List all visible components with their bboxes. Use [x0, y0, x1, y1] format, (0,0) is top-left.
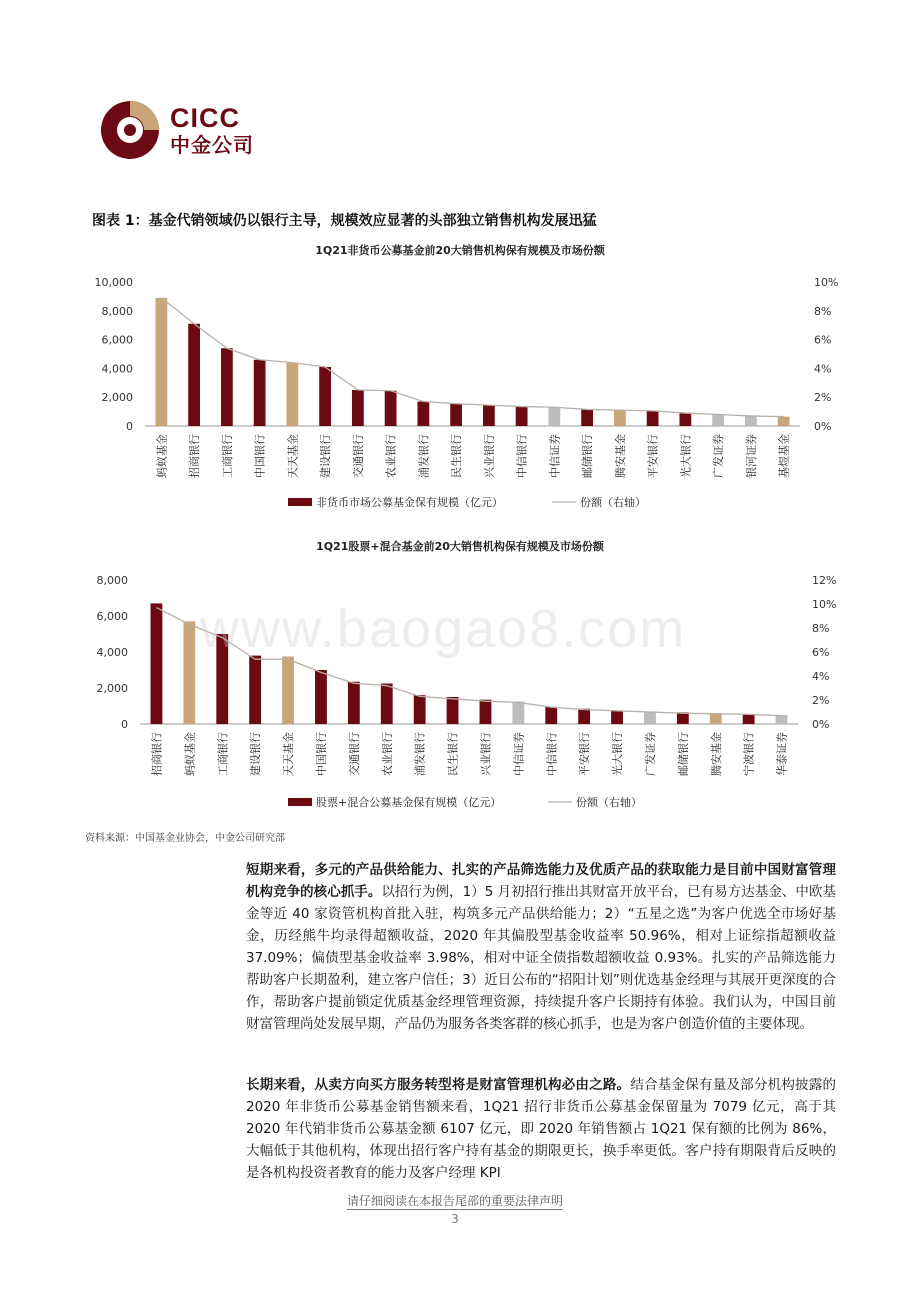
x-tick-label: 中国银行 — [314, 732, 328, 776]
y-left-tick-label: 2,000 — [101, 391, 133, 405]
x-tick-label: 浦发银行 — [417, 434, 431, 478]
x-tick-label: 民生银行 — [450, 434, 464, 478]
para1-lead: 短期来看，多元的产品供给能力、扎实的产品筛选能力及优质产品的获取能力是目前中国财富管理机构竞争的核心抓手。 — [246, 862, 836, 900]
x-tick-label: 邮储银行 — [581, 434, 595, 478]
x-tick-label: 蚂蚁基金 — [155, 434, 169, 478]
y-right-tick-label: 8% — [812, 622, 830, 635]
x-tick-label: 交通银行 — [351, 434, 365, 478]
chart-bar — [319, 367, 331, 426]
y-left-tick-label: 0 — [121, 718, 128, 731]
x-tick-label: 基煜基金 — [777, 434, 791, 478]
chart-bar — [447, 697, 459, 724]
chart-bar — [188, 324, 200, 426]
legal-notice-text: 请仔细阅读在本报告尾部的重要法律声明 — [346, 1194, 563, 1208]
legend-label-bar: 股票+混合公募基金保有规模（亿元） — [316, 796, 502, 809]
chart-bar — [614, 410, 626, 426]
y-left-tick-label: 10,000 — [94, 276, 133, 289]
y-left-tick-label: 8,000 — [101, 304, 133, 318]
x-tick-label: 平安银行 — [646, 434, 660, 478]
legend-label-bar: 非货币市场公募基金保有规模（亿元） — [316, 496, 503, 509]
chart-bar — [480, 700, 492, 724]
x-tick-label: 银河证券 — [744, 434, 758, 478]
chart-bar — [183, 621, 195, 724]
x-tick-label: 中国银行 — [253, 434, 267, 478]
chart-bar — [611, 711, 623, 725]
y-right-tick-label: 12% — [812, 574, 837, 587]
chart-bar — [249, 656, 261, 724]
body-paragraph-1 — [246, 859, 836, 1035]
legend-swatch-bar — [288, 798, 312, 806]
legend-label-line: 份额（右轴） — [576, 796, 642, 809]
chart-equity-mixed-fund — [0, 534, 920, 824]
para1-text: 以招行为例，1）5 月初招行推出其财富开放平台，已有易方达基金、中欧基金等近 40 家资管机构首批入驻，构筑多元产品供给能力；2）“五星之选”为客户优选全市场好基金，历经熊牛均录得超额收益，2020 年其偏股型基金收益率 50.96%，相对上证综指超额收益 37.09%；偏债型基金收益率 3.98%，相对中证全债指数超额收益 0.93%。扎实的产品筛选能力帮助客户长期盈利，建立客户信任；3）近日公布的“招阳计划”则优选基金经理与其展开更深度的合作，帮助客户提前锁定优质基金经理管理资源，持续提升客户长期持有体验。我们认为，中国目前财富管理尚处发展早期，产品仍为服务各类客群的核心抓手，也是为客户创造价值的主要体现。 — [246, 884, 837, 1032]
y-right-tick-label: 0% — [812, 718, 830, 731]
chart-bar — [778, 417, 790, 426]
legal-notice — [0, 1192, 910, 1209]
x-tick-label: 光大银行 — [679, 434, 693, 478]
y-right-tick-label: 2% — [812, 694, 830, 707]
x-tick-label: 工商银行 — [220, 434, 234, 478]
x-tick-label: 天天基金 — [282, 732, 296, 776]
x-tick-label: 招商银行 — [150, 732, 164, 776]
chart-bar — [745, 416, 757, 426]
legend-label-line: 份额（右轴） — [580, 496, 646, 509]
body-paragraph-2 — [246, 1074, 836, 1184]
chart-bar — [647, 411, 659, 426]
y-right-tick-label: 10% — [812, 598, 837, 611]
chart-bar — [282, 657, 294, 725]
chart-bar — [385, 391, 397, 426]
chart-bar — [512, 702, 524, 725]
y-left-tick-label: 8,000 — [96, 574, 128, 587]
chart-bar — [712, 414, 724, 426]
x-tick-label: 浦发银行 — [413, 732, 427, 776]
chart-title: 1Q21股票+混合基金前20大销售机构保有规模及市场份额 — [316, 540, 604, 553]
x-tick-label: 工商银行 — [216, 732, 230, 776]
page-number: 3 — [451, 1212, 459, 1226]
y-left-tick-label: 4,000 — [96, 646, 128, 659]
para2-lead: 长期来看，从卖方向买方服务转型将是财富管理机构必由之路。 — [246, 1077, 631, 1093]
chart-bar — [155, 298, 167, 426]
chart-bar — [450, 404, 462, 426]
cicc-logo-icon — [100, 100, 160, 160]
chart-bar — [417, 402, 429, 426]
x-tick-label: 中信银行 — [515, 434, 529, 478]
x-tick-label: 交通银行 — [347, 732, 361, 776]
chart-bar — [545, 707, 557, 724]
chart-bar — [381, 684, 393, 725]
x-tick-label: 蚂蚁基金 — [183, 732, 197, 776]
x-tick-label: 招商银行 — [188, 434, 202, 478]
y-right-tick-label: 4% — [814, 362, 832, 376]
x-tick-label: 天天基金 — [286, 434, 300, 478]
cicc-logo — [100, 100, 270, 162]
y-left-tick-label: 2,000 — [96, 682, 128, 695]
y-right-tick-label: 8% — [814, 304, 832, 318]
x-tick-label: 农业银行 — [380, 732, 394, 776]
chart-bar — [710, 713, 722, 724]
y-left-tick-label: 6,000 — [96, 610, 128, 623]
y-right-tick-label: 6% — [812, 646, 830, 659]
chart-bar — [286, 363, 298, 426]
y-right-tick-label: 10% — [814, 276, 839, 289]
x-tick-label: 宁波银行 — [742, 732, 756, 776]
chart-bar — [548, 407, 560, 426]
chart-bar — [516, 407, 528, 426]
x-tick-label: 平安银行 — [578, 732, 592, 776]
x-tick-label: 建设银行 — [319, 434, 333, 478]
chart-bar — [254, 360, 266, 426]
chart-bar — [483, 405, 495, 426]
chart-bar — [679, 413, 691, 426]
y-right-tick-label: 4% — [812, 670, 830, 683]
x-tick-label: 广发证券 — [643, 732, 657, 776]
x-tick-label: 光大银行 — [611, 732, 625, 776]
chart-bar — [348, 682, 360, 724]
x-tick-label: 民生银行 — [446, 732, 460, 776]
x-tick-label: 兴业银行 — [482, 434, 496, 478]
legend-swatch-bar — [288, 498, 312, 506]
chart-bar — [221, 348, 233, 426]
para2-text: 结合基金保有量及部分机构披露的 2020 年非货币公募基金销售额来看，1Q21 招行非货币公募基金保留量为 7079 亿元，高于其 2020 年代销非货币公募基金额 6107 亿元，即 2020 年销售额占 1Q21 保有额的比例为 86%，大幅低于其他机构，体现出招行客户持有基金的期限更长，换手率更低。客户持有期限背后反映的是各机构投资者教育的能力及客户经理 KPI — [246, 1077, 837, 1181]
chart-bar — [644, 711, 656, 724]
x-tick-label: 华泰证券 — [775, 732, 789, 776]
y-left-tick-label: 0 — [126, 420, 133, 433]
x-tick-label: 腾安基金 — [613, 434, 627, 478]
y-left-tick-label: 6,000 — [101, 333, 133, 347]
x-tick-label: 中信银行 — [545, 732, 559, 776]
chart-title: 1Q21非货币公募基金前20大销售机构保有规模及市场份额 — [315, 244, 605, 257]
logo-text-en: CICC — [170, 103, 240, 133]
y-left-tick-label: 4,000 — [101, 362, 133, 376]
x-tick-label: 中信证券 — [512, 732, 526, 776]
x-tick-label: 邮储银行 — [676, 732, 690, 776]
chart-bar — [315, 670, 327, 724]
watermark: www.baogao8.com — [200, 599, 687, 659]
chart-bar — [776, 715, 788, 724]
chart-bar — [677, 712, 689, 724]
y-right-tick-label: 0% — [814, 420, 832, 433]
chart-bar — [414, 695, 426, 724]
y-right-tick-label: 6% — [814, 333, 832, 347]
logo-text-cn: 中金公司 — [170, 133, 254, 157]
figure-title: 图表 1：基金代销领域仍以银行主导，规模效应显著的头部独立销售机构发展迅猛 — [92, 213, 597, 229]
chart-bar — [151, 603, 163, 724]
x-tick-label: 兴业银行 — [479, 732, 493, 776]
chart-bar — [578, 709, 590, 724]
x-tick-label: 农业银行 — [384, 434, 398, 478]
figure-source: 资料来源：中国基金业协会，中金公司研究部 — [85, 833, 285, 844]
x-tick-label: 建设银行 — [249, 732, 263, 776]
y-right-tick-label: 2% — [814, 391, 832, 405]
x-tick-label: 中信证券 — [548, 434, 562, 478]
chart-bar — [743, 714, 755, 724]
chart-bar — [352, 390, 364, 426]
x-tick-label: 广发证券 — [712, 434, 726, 478]
x-tick-label: 腾安基金 — [709, 732, 723, 776]
chart-non-money-fund — [0, 238, 920, 528]
chart-bar — [581, 409, 593, 426]
